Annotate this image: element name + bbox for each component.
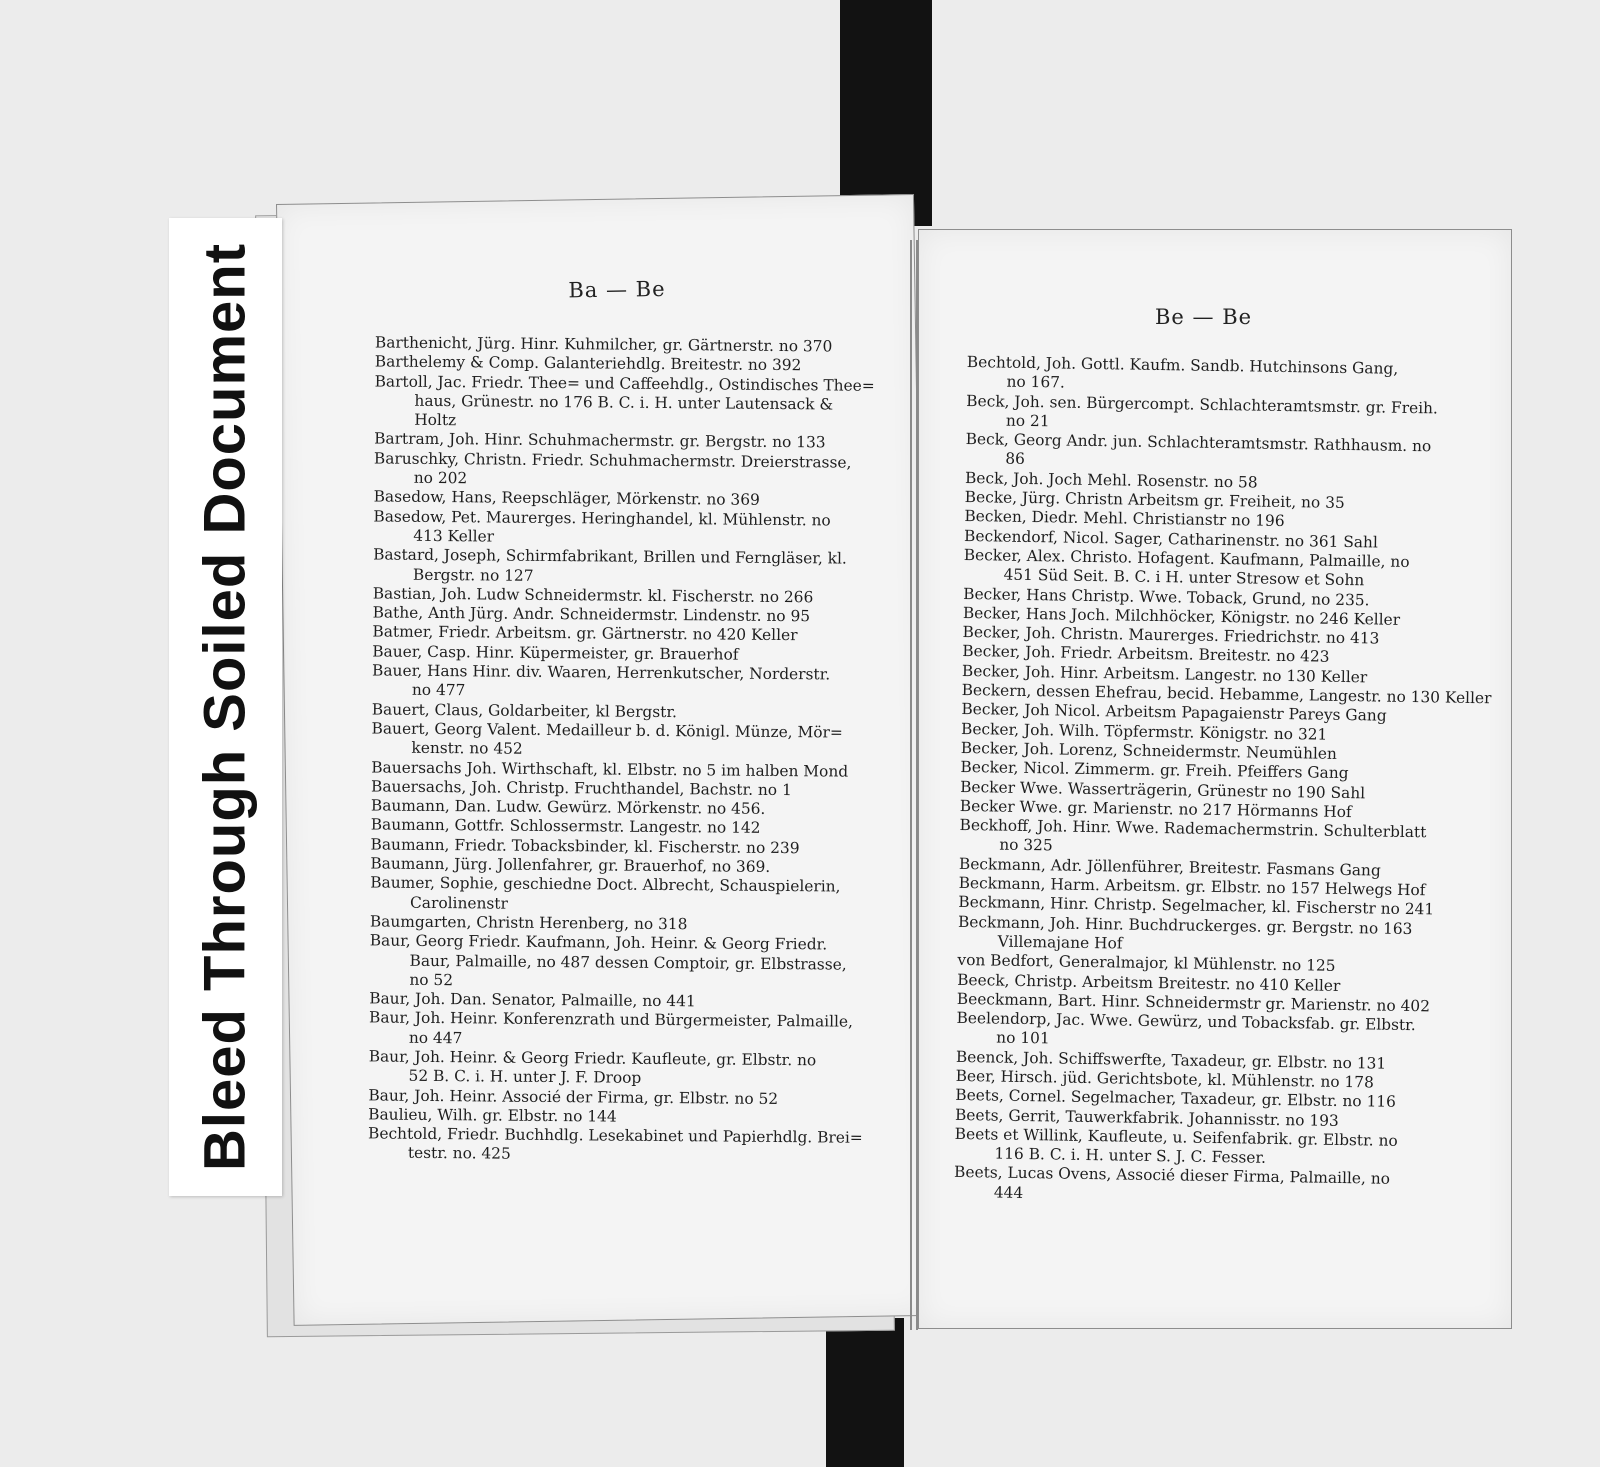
entry-line: Beckern, dessen Ehefrau, becid. Hebamme, Langestr. no 130 Keller (961, 681, 1492, 708)
entry-continuation-line: kenstr. no 452 (411, 739, 523, 758)
entry-line: Beckmann, Hinr. Christp. Segelmacher, kl. Fischerstr no 241 (958, 893, 1435, 919)
entry-line: Beckmann, Joh. Hinr. Buchdruckerges. gr. Bergstr. no 163 (957, 912, 1413, 938)
entry-line: Beenck, Joh. Schiffswerfte, Taxadeur, gr. Elbstr. no 131 (955, 1047, 1387, 1073)
entry-continuation-line: testr. no. 425 (407, 1144, 511, 1164)
entry-continuation-line: no 167. (1006, 372, 1066, 392)
entry-line: Beck, Joh. sen. Bürgercompt. Schlachteramtsmstr. gr. Freih. (966, 391, 1439, 417)
directory-entry (369, 1009, 881, 1052)
directory-entry (374, 372, 886, 434)
entry-line: Baumann, Dan. Ludw. Gewürz. Mörkenstr. no 456. (370, 796, 766, 819)
entry-line: Bauert, Claus, Goldarbeiter, kl Bergstr. (371, 700, 678, 721)
entry-line: Bechtold, Joh. Gottl. Kaufm. Sandb. Hutchinsons Gang, (966, 353, 1399, 378)
entry-continuation-line: 451 Süd Seit. B. C. i H. unter Stresow et Sohn (1003, 565, 1365, 590)
entry-line: Beeck, Christp. Arbeitsm Breitestr. no 410 Keller (957, 970, 1341, 995)
entry-line: Becker, Joh. Lorenz, Schneidermstr. Neumühlen (960, 738, 1338, 763)
entry-line: Becken, Diedr. Mehl. Christianstr no 196 (964, 507, 1285, 531)
entry-continuation-line: haus, Grünestr. no 176 B. C. i. H. unter Lautensack & (414, 391, 834, 414)
entry-line: Becke, Jürg. Christn Arbeitsm gr. Freiheit, no 35 (964, 488, 1345, 513)
directory-entry (370, 874, 882, 917)
black-clip-bottom (826, 1318, 904, 1467)
entry-line: Becker, Joh. Hinr. Arbeitsm. Langestr. no 130 Keller (961, 661, 1368, 687)
entry-line: Baumann, Friedr. Tobacksbinder, kl. Fischerstr. no 239 (370, 835, 800, 857)
entry-line: Baur, Joh. Dan. Senator, Palmaille, no 441 (369, 989, 696, 1011)
entry-line: Beckendorf, Nicol. Sager, Catharinenstr. no 361 Sahl (963, 526, 1378, 552)
entry-line: Baur, Joh. Heinr. Associé der Firma, gr. Elbstr. no 52 (368, 1086, 779, 1108)
entry-continuation-line: no 21 (1005, 411, 1050, 431)
entry-line: Beckmann, Harm. Arbeitsm. gr. Elbstr. no 157 Helwegs Hof (958, 873, 1426, 900)
directory-entry (371, 719, 883, 762)
black-clip-top (840, 0, 932, 226)
entry-line: Becker, Joh. Wilh. Töpfermstr. Königstr. no 321 (960, 719, 1328, 744)
entry-line: Bechtold, Friedr. Buchhdlg. Lesekabinet und Papierhdlg. Brei= (367, 1124, 863, 1147)
entry-line: Beeckmann, Bart. Hinr. Schneidermstr gr. Marienstr. no 402 (956, 989, 1431, 1016)
entry-line: Becker, Alex. Christo. Hofagent. Kaufmann, Palmaille, no (963, 545, 1410, 571)
entry-line: Beets et Willink, Kaufleute, u. Seifenfabrik. gr. Elbstr. no (954, 1124, 1398, 1150)
entry-line: Barthenicht, Jürg. Hinr. Kuhmilcher, gr. Gärtnerstr. no 370 (374, 333, 833, 356)
entry-line: Becker, Hans Joch. Milchhöcker, Königstr. no 246 Keller (962, 603, 1401, 629)
directory-entry (954, 1163, 1495, 1210)
entry-line: Bartoll, Jac. Friedr. Thee= und Caffeehdlg., Ostindisches Thee= (374, 372, 875, 395)
entry-line: Beelendorp, Jac. Wwe. Gewürz, und Tobacksfab. gr. Elbstr. (956, 1009, 1416, 1035)
directory-entry (368, 1125, 880, 1168)
directory-entry (368, 1047, 880, 1090)
entry-line: Baulieu, Wilh. gr. Elbstr. no 144 (368, 1105, 617, 1126)
directory-entry (372, 661, 884, 704)
entry-continuation-line: Holtz (414, 410, 457, 430)
right-page-header: Be — Be (1155, 305, 1253, 329)
entry-line: Bartram, Joh. Hinr. Schuhmachermstr. gr. Bergstr. no 133 (374, 429, 826, 452)
entry-line: Becker, Nicol. Zimmerm. gr. Freih. Pfeiffers Gang (960, 758, 1349, 783)
entry-continuation-line: Baur, Palmaille, no 487 dessen Comptoir, gr. Elbstrasse, (409, 951, 847, 974)
right-page (918, 229, 1512, 1329)
entry-line: Basedow, Pet. Maurerges. Heringhandel, kl. Mühlenstr. no (373, 507, 831, 530)
entry-line: Bathe, Anth Jürg. Andr. Schneidermstr. Lindenstr. no 95 (372, 603, 811, 626)
entry-line: Beets, Gerrit, Tauwerkfabrik. Johannisstr. no 193 (954, 1105, 1339, 1130)
entry-line: Bauert, Georg Valent. Medailleur b. d. Königl. Münze, Mör= (371, 719, 843, 742)
entry-line: Becker, Joh. Christn. Maurerges. Friedrichstr. no 413 (962, 623, 1380, 648)
entry-continuation-line: no 325 (999, 835, 1053, 855)
entry-line: Baur, Joh. Heinr. & Georg Friedr. Kaufleute, gr. Elbstr. no (368, 1047, 817, 1070)
entry-line: Beckmann, Adr. Jöllenführer, Breitestr. Fasmans Gang (958, 854, 1381, 880)
entry-line: Basedow, Hans, Reepschläger, Mörkenstr. no 369 (373, 487, 760, 510)
directory-entry (373, 546, 885, 589)
directory-entry (369, 932, 881, 994)
entry-line: Bastian, Joh. Ludw Schneidermstr. kl. Fischerstr. no 266 (372, 584, 814, 607)
entry-line: Becker Wwe. gr. Marienstr. no 217 Hörmanns Hof (959, 796, 1352, 821)
entry-line: Bauersachs Joh. Wirthschaft, kl. Elbstr. no 5 im halben Mond (371, 757, 849, 781)
entry-line: Baumer, Sophie, geschiedne Doct. Albrecht, Schauspielerin, (370, 873, 841, 896)
right-page-entries (954, 353, 1507, 1210)
entry-continuation-line: 444 (993, 1183, 1024, 1202)
entry-line: Beets, Cornel. Segelmacher, Taxadeur, gr. Elbstr. no 116 (955, 1086, 1397, 1112)
entry-continuation-line: no 447 (408, 1028, 463, 1047)
entry-line: Baumgarten, Christn Herenberg, no 318 (369, 912, 688, 934)
entry-continuation-line: 413 Keller (413, 526, 495, 546)
entry-line: Becker Wwe. Wasserträgerin, Grünestr no 190 Sahl (960, 777, 1366, 802)
entry-line: Batmer, Friedr. Arbeitsm. gr. Gärtnerstr. no 420 Keller (372, 622, 798, 645)
left-page-header: Ba — Be (568, 276, 666, 303)
entry-line: Beer, Hirsch. jüd. Gerichtsbote, kl. Mühlenstr. no 178 (955, 1066, 1374, 1092)
entry-line: Becker, Joh Nicol. Arbeitsm Papagaienstr Pareys Gang (961, 700, 1387, 725)
gutter-line (910, 240, 912, 1330)
entry-continuation-line: no 101 (996, 1028, 1050, 1048)
entry-continuation-line: 52 B. C. i. H. unter J. F. Droop (408, 1067, 642, 1088)
entry-line: Bauer, Hans Hinr. div. Waaren, Herrenkutscher, Norderstr. (372, 661, 831, 684)
entry-line: Beck, Joh. Joch Mehl. Rosenstr. no 58 (964, 468, 1258, 492)
entry-continuation-line: Villemajane Hof (997, 932, 1123, 953)
entry-line: Bauersachs, Joh. Christp. Fruchthandel, Bachstr. no 1 (371, 777, 792, 799)
left-page (276, 194, 932, 1326)
directory-entry (374, 449, 886, 492)
entry-line: Baumann, Jürg. Jollenfahrer, gr. Brauerhof, no 369. (370, 854, 771, 876)
entry-line: Beckhoff, Joh. Hinr. Wwe. Rademachermstrin. Schulterblatt (959, 816, 1427, 842)
entry-continuation-line: no 202 (413, 468, 468, 488)
entry-line: Bastard, Joseph, Schirmfabrikant, Brillen und Ferngläser, kl. (373, 545, 847, 568)
entry-line: Becker, Joh. Friedr. Arbeitsm. Breitestr. no 423 (962, 642, 1330, 667)
left-page-entries (368, 333, 887, 1167)
gutter-line (916, 240, 918, 1330)
directory-entry (373, 507, 885, 550)
entry-line: Barthelemy & Comp. Galanteriehdlg. Breitestr. no 392 (374, 352, 802, 375)
entry-continuation-line: 86 (1005, 450, 1026, 469)
entry-continuation-line: no 477 (411, 681, 466, 700)
entry-line: Baur, Georg Friedr. Kaufmann, Joh. Heinr. & Georg Friedr. (369, 931, 828, 954)
entry-continuation-line: no 52 (409, 970, 454, 989)
entry-line: Beck, Georg Andr. jun. Schlachteramtsmstr. Rathhausm. no (965, 430, 1432, 456)
entry-line: Beets, Lucas Ovens, Associé dieser Firma, Palmaille, no (953, 1163, 1391, 1189)
document-label: Bleed Through Soiled Document (192, 242, 258, 1172)
entry-line: von Bedfort, Generalmajor, kl Mühlenstr. no 125 (957, 951, 1336, 976)
entry-line: Bauer, Casp. Hinr. Küpermeister, gr. Brauerhof (372, 642, 739, 664)
entry-continuation-line: Carolinenstr (410, 893, 508, 913)
entry-line: Baruschky, Christn. Friedr. Schuhmachermstr. Dreierstrasse, (373, 449, 852, 472)
entry-continuation-line: 116 B. C. i. H. unter S. J. C. Fesser. (994, 1144, 1267, 1167)
entry-line: Baur, Joh. Heinr. Konferenzrath und Bürgermeister, Palmaille, (368, 1008, 854, 1032)
entry-line: Baumann, Gottfr. Schlossermstr. Langestr. no 142 (370, 815, 761, 838)
entry-continuation-line: Bergstr. no 127 (412, 565, 534, 585)
entry-line: Becker, Hans Christp. Wwe. Toback, Grund, no 235. (963, 584, 1370, 609)
